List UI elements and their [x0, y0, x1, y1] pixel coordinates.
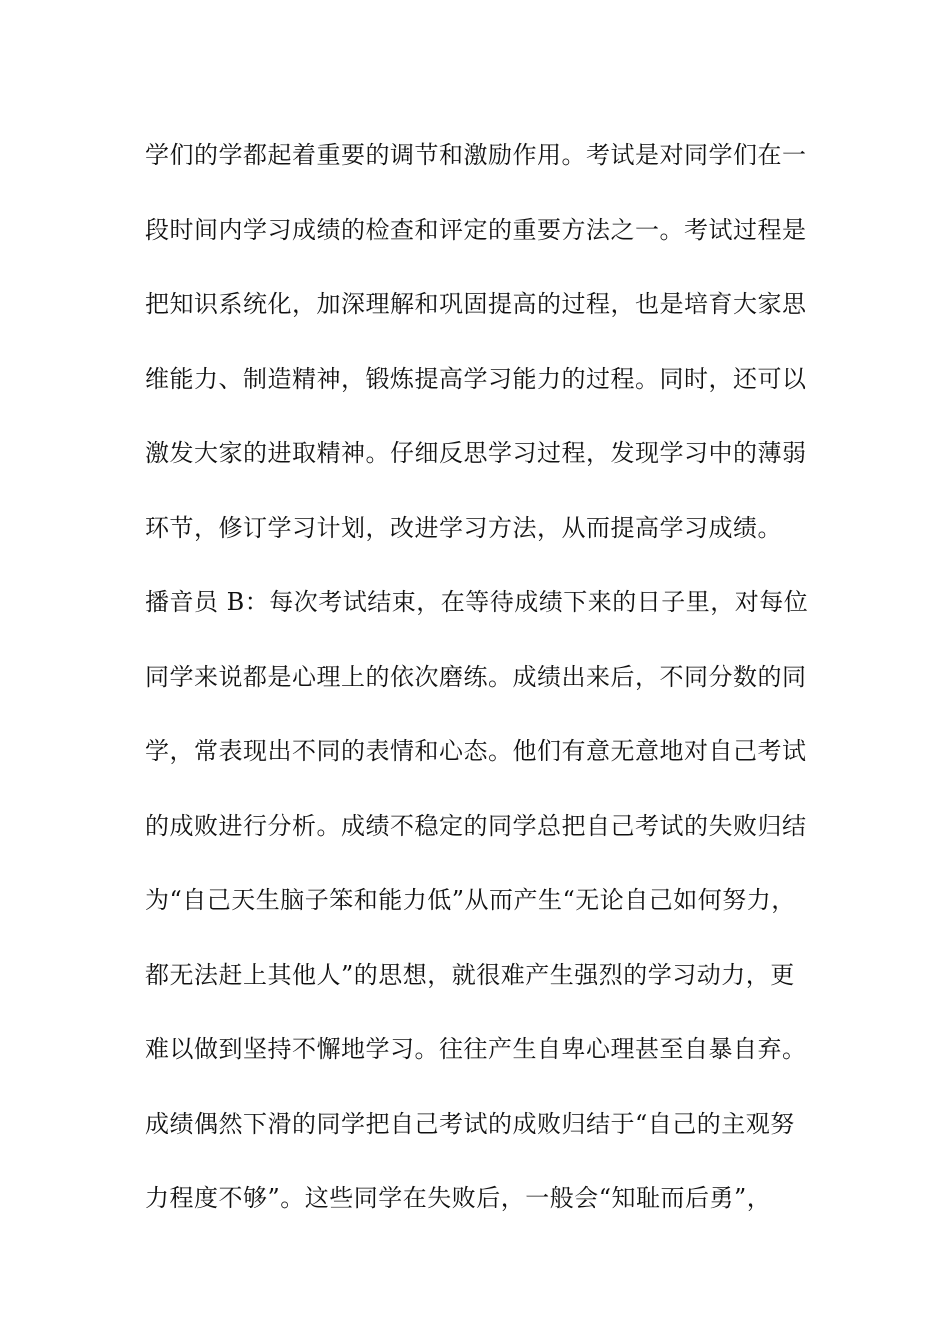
- text-line: 段时间内学习成绩的检查和评定的重要方法之一。考试过程是: [145, 215, 807, 244]
- text-line: 都无法赶上其他人”的思想，就很难产生强烈的学习动力，更: [145, 960, 795, 989]
- text-line: 播音员 B：每次考试结束，在等待成绩下来的日子里，对每位: [145, 588, 809, 616]
- text-line: 激发大家的进取精神。仔细反思学习过程，发现学习中的薄弱: [145, 439, 807, 467]
- text-line: 维能力、制造精神，锻炼提高学习能力的过程。同时，还可以: [145, 364, 807, 393]
- text-line: 环节，修订学习计划，改进学习方法，从而提高学习成绩。: [145, 513, 782, 542]
- text-line: 力程度不够”。这些同学在失败后，一般会“知耻而后勇”，: [145, 1184, 772, 1212]
- text-line: 为“自己天生脑子笨和能力低”从而产生“无论自己如何努力，: [145, 886, 796, 914]
- text-line: 的成败进行分析。成绩不稳定的同学总把自己考试的失败归结: [145, 811, 807, 840]
- text-line: 学们的学都起着重要的调节和激励作用。考试是对同学们在一: [145, 141, 807, 169]
- text-line: 把知识系统化，加深理解和巩固提高的过程，也是培育大家思: [145, 290, 807, 318]
- text-line: 成绩偶然下滑的同学把自己考试的成败归结于“自己的主观努: [145, 1109, 795, 1138]
- text-line: 学，常表现出不同的表情和心态。他们有意无意地对自己考试: [145, 737, 807, 765]
- text-line: 难以做到坚持不懈地学习。往往产生自卑心理甚至自暴自弃。: [145, 1035, 807, 1063]
- text-line: 同学来说都是心理上的依次磨练。成绩出来后，不同分数的同: [145, 662, 807, 691]
- body-text: [145, 131, 845, 1249]
